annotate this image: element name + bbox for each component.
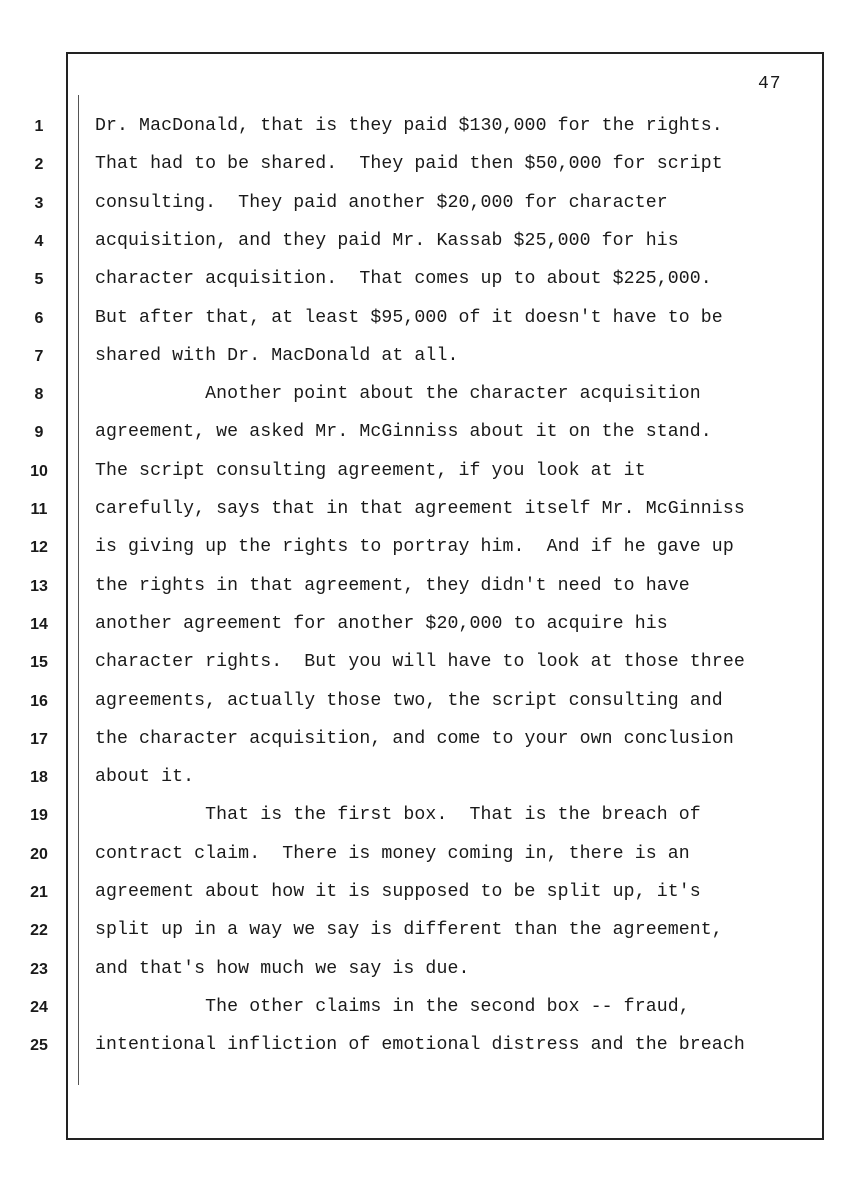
page-number: 47 [758, 74, 782, 94]
transcript-line: The other claims in the second box -- fraud, [95, 996, 690, 1017]
transcript-line: and that's how much we say is due. [95, 958, 470, 979]
line-number: 25 [30, 1037, 48, 1055]
line-number: 6 [34, 309, 44, 327]
line-number: 12 [30, 539, 48, 557]
line-number: 1 [34, 118, 44, 135]
transcript-line: character acquisition. That comes up to about $225,000. [95, 269, 712, 290]
line-number: 24 [30, 998, 48, 1016]
line-number: 16 [30, 692, 48, 710]
margin-rule [78, 95, 79, 1085]
line-number: 21 [30, 884, 48, 901]
transcript-line: Another point about the character acquisition [95, 384, 701, 405]
line-number: 4 [34, 232, 44, 250]
line-number: 5 [34, 271, 44, 289]
transcript-line: character rights. But you will have to look at those three [95, 652, 745, 673]
transcript-line: shared with Dr. MacDonald at all. [95, 345, 459, 366]
line-number: 19 [30, 807, 48, 825]
line-number: 14 [30, 615, 48, 633]
line-number: 15 [30, 654, 48, 672]
transcript-line: carefully, says that in that agreement itself Mr. McGinniss [95, 499, 745, 519]
transcript-line: intentional infliction of emotional distress and the breach [95, 1035, 745, 1056]
line-number: 7 [34, 347, 44, 365]
line-number: 22 [30, 922, 48, 940]
transcript-line: the rights in that agreement, they didn't need to have [95, 575, 690, 596]
line-number: 13 [30, 577, 48, 595]
transcript-line: But after that, at least $95,000 of it doesn't have to be [95, 307, 723, 328]
transcript-line: another agreement for another $20,000 to acquire his [95, 613, 668, 634]
transcript-line: about it. [95, 767, 195, 788]
transcript-line: The script consulting agreement, if you look at it [95, 460, 646, 481]
transcript-line: That had to be shared. They paid then $50,000 for script [95, 154, 723, 175]
line-number: 11 [30, 501, 48, 518]
transcript-line: agreements, actually those two, the script consulting and [95, 690, 723, 711]
line-number: 2 [34, 156, 44, 174]
line-number: 3 [34, 194, 44, 212]
line-number: 20 [30, 845, 48, 863]
line-number: 18 [30, 769, 48, 787]
transcript-line: is giving up the rights to portray him. And if he gave up [95, 537, 734, 558]
transcript-line: consulting. They paid another $20,000 for character [95, 192, 668, 213]
line-number: 23 [30, 960, 48, 978]
transcript-line: That is the first box. That is the breach of [95, 805, 701, 826]
line-number: 17 [30, 730, 48, 748]
line-number: 10 [30, 462, 48, 480]
transcript-line: acquisition, and they paid Mr. Kassab $25,000 for his [95, 230, 679, 251]
line-number: 8 [34, 386, 44, 404]
transcript-line: Dr. MacDonald, that is they paid $130,000 for the rights. [95, 116, 723, 136]
transcript-line: contract claim. There is money coming in, there is an [95, 843, 690, 864]
line-number: 9 [34, 424, 44, 442]
transcript-line: the character acquisition, and come to your own conclusion [95, 728, 734, 749]
transcript-line: split up in a way we say is different than the agreement, [95, 920, 723, 941]
transcript-line: agreement, we asked Mr. McGinniss about it on the stand. [95, 422, 712, 443]
transcript-line: agreement about how it is supposed to be split up, it's [95, 882, 701, 902]
